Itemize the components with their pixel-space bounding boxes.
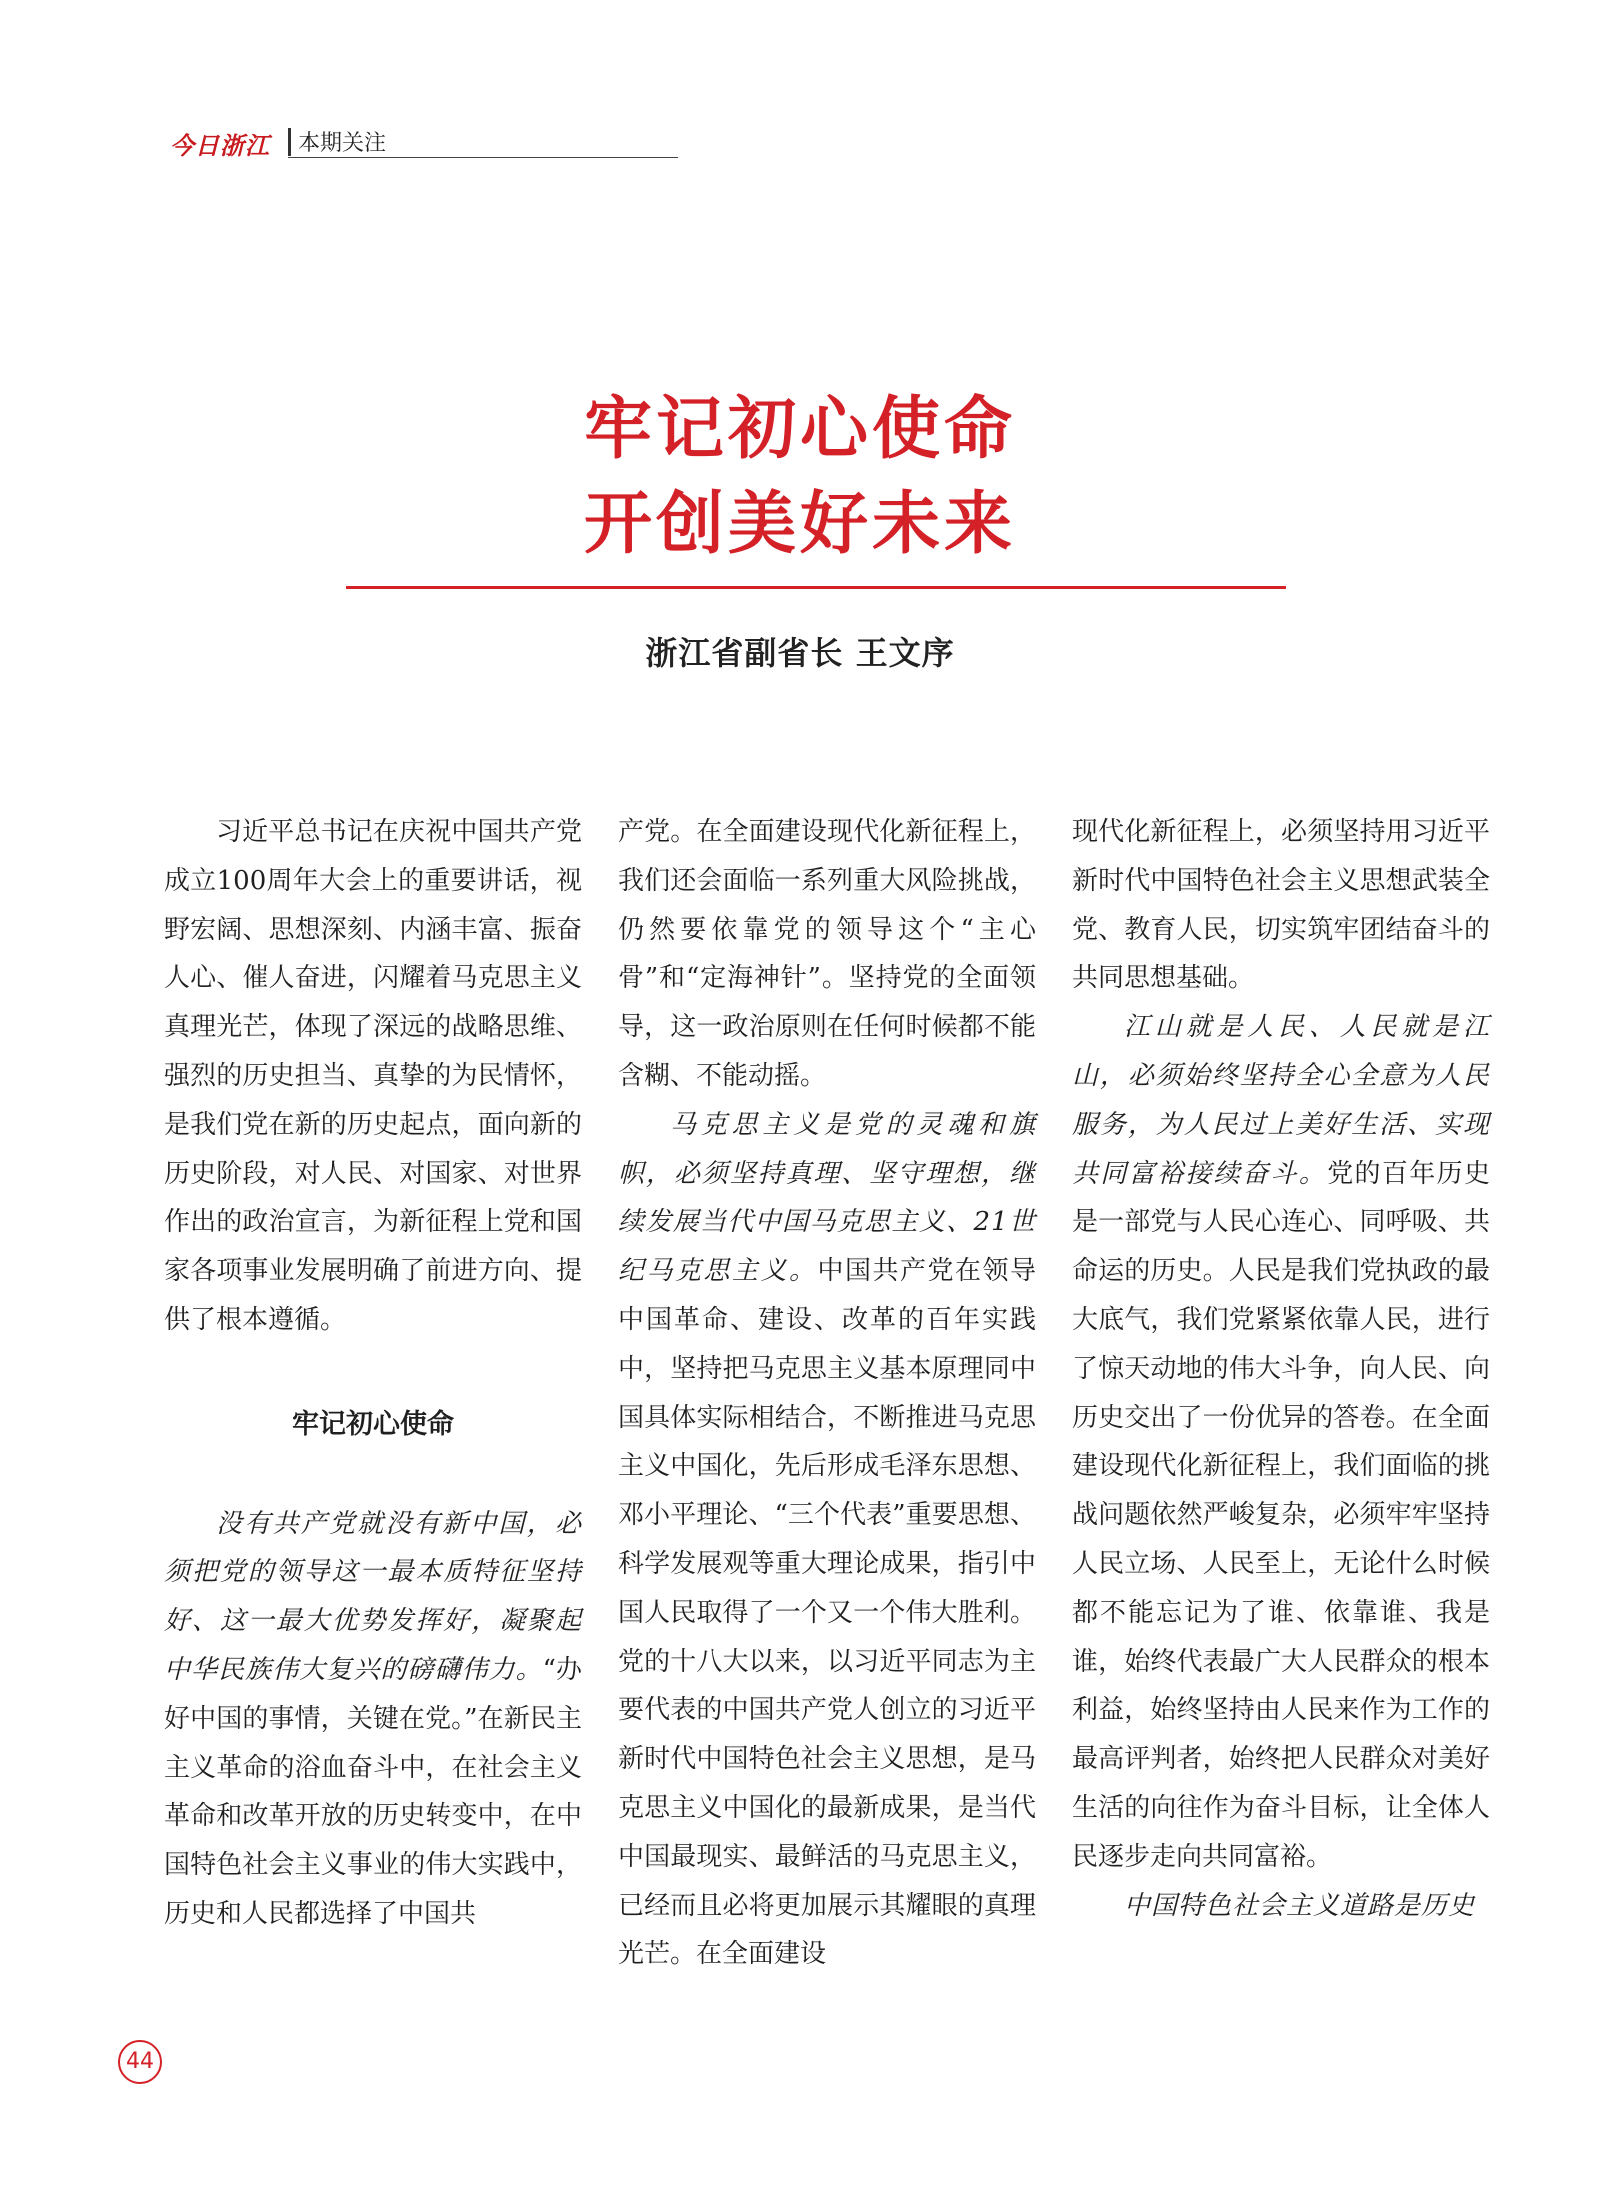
paragraph: [1072, 1882, 1490, 1931]
header-underline: [288, 157, 678, 158]
page-number: 44: [118, 2040, 162, 2084]
paragraph-continued: 产党。在全面建设现代化新征程上，我们还会面临一系列重大风险挑战，仍然要依靠党的领导这个“主心骨”和“定海神针”。坚持党的全面领导，这一政治原则在任何时候都不能含糊、不能动摇。: [618, 817, 1036, 1091]
header-separator: [288, 128, 291, 156]
article-title-line1: 牢记初心使命: [583, 390, 1016, 469]
magazine-logo: 今日浙江: [170, 131, 270, 160]
paragraph-body: 中国共产党在领导中国革命、建设、改革的百年实践中，坚持把马克思主义基本原理同中国具体实际相结合，不断推进马克思主义中国化，先后形成毛泽东思想、邓小平理论、“三个代表”重要思想、科学发展观等重大理论成果，指引中国人民取得了一个又一个伟大胜利。党的十八大以来，以习近平同志为主要代表的中国共产党人创立的习近平新时代中国特色社会主义思想，是马克思主义中国化的最新成果，是当代中国最现实、最鲜活的马克思主义，已经而且必将更加展示其耀眼的真理光芒。在全面建设: [618, 1256, 1036, 1970]
title-divider: [346, 586, 1286, 589]
paragraph-body: 党的百年历史是一部党与人民心连心、同呼吸、共命运的历史。人民是我们党执政的最大底气，我们党紧紧依靠人民，进行了惊天动地的伟大斗争，向人民、向历史交出了一份优异的答卷。在全面建设现代化新征程上，我们面临的挑战问题依然严峻复杂，必须牢牢坚持人民立场、人民至上，无论什么时候都不能忘记为了谁、依靠谁、我是谁，始终代表最广大人民群众的根本利益，始终坚持由人民来作为工作的最高评判者，始终把人民群众对美好生活的向往作为奋斗目标，让全体人民逐步走向共同富裕。: [1072, 1158, 1490, 1872]
text-column-2: [618, 808, 1036, 1979]
paragraph-lead: 马克思主义是党的灵魂和旗帜，必须坚持真理、坚守理想，继续发展当代中国马克思主义、21世纪马克思主义。: [618, 1109, 1036, 1287]
paragraph-lead: 江山就是人民、人民就是江山，必须始终坚持全心全意为人民服务，为人民过上美好生活、实现共同富裕接续奋斗。: [1072, 1012, 1490, 1189]
paragraph-continued: 现代化新征程上，必须坚持用习近平新时代中国特色社会主义思想武装全党、教育人民，切实筑牢团结奋斗的共同思想基础。: [1072, 817, 1490, 994]
section-label: 本期关注: [298, 131, 387, 156]
section-subheading: 牢记初心使命: [292, 1408, 454, 1440]
text-column-3: [1072, 808, 1490, 1930]
paragraph: [1072, 1003, 1490, 1881]
paragraph-lead: 没有共产党就没有新中国，必须把党的领导这一最本质特征坚持好、这一最大优势发挥好，凝聚起中华民族伟大复兴的磅礴伟力。: [164, 1508, 582, 1685]
paragraph: 习近平总书记在庆祝中国共产党成立100周年大会上的重要讲话，视野宏阔、思想深刻、内涵丰富、振奋人心、催人奋进，闪耀着马克思主义真理光芒，体现了深远的战略思维、强烈的历史担当、真挚的为民情怀，是我们党在新的历史起点，面向新的历史阶段，对人民、对国家、对世界作出的政治宣言，为新征程上党和国家各项事业发展明确了前进方向、提供了根本遵循。: [164, 817, 582, 1335]
article-title-line2: 开创美好未来: [583, 485, 1016, 564]
article-author: 浙江省副省长 王文序: [645, 634, 955, 672]
text-column-1: [164, 808, 582, 1939]
paragraph-body: “办好中国的事情，关键在党。”在新民主主义革命的浴血奋斗中，在社会主义革命和改革开放的历史转变中，在中国特色社会主义事业的伟大实践中，历史和人民都选择了中国共: [164, 1654, 582, 1929]
paragraph: [164, 1500, 582, 1939]
paragraph-lead: 中国特色社会主义道路是历史: [1124, 1890, 1476, 1921]
paragraph: [618, 1101, 1036, 1979]
magazine-header: [170, 126, 510, 158]
